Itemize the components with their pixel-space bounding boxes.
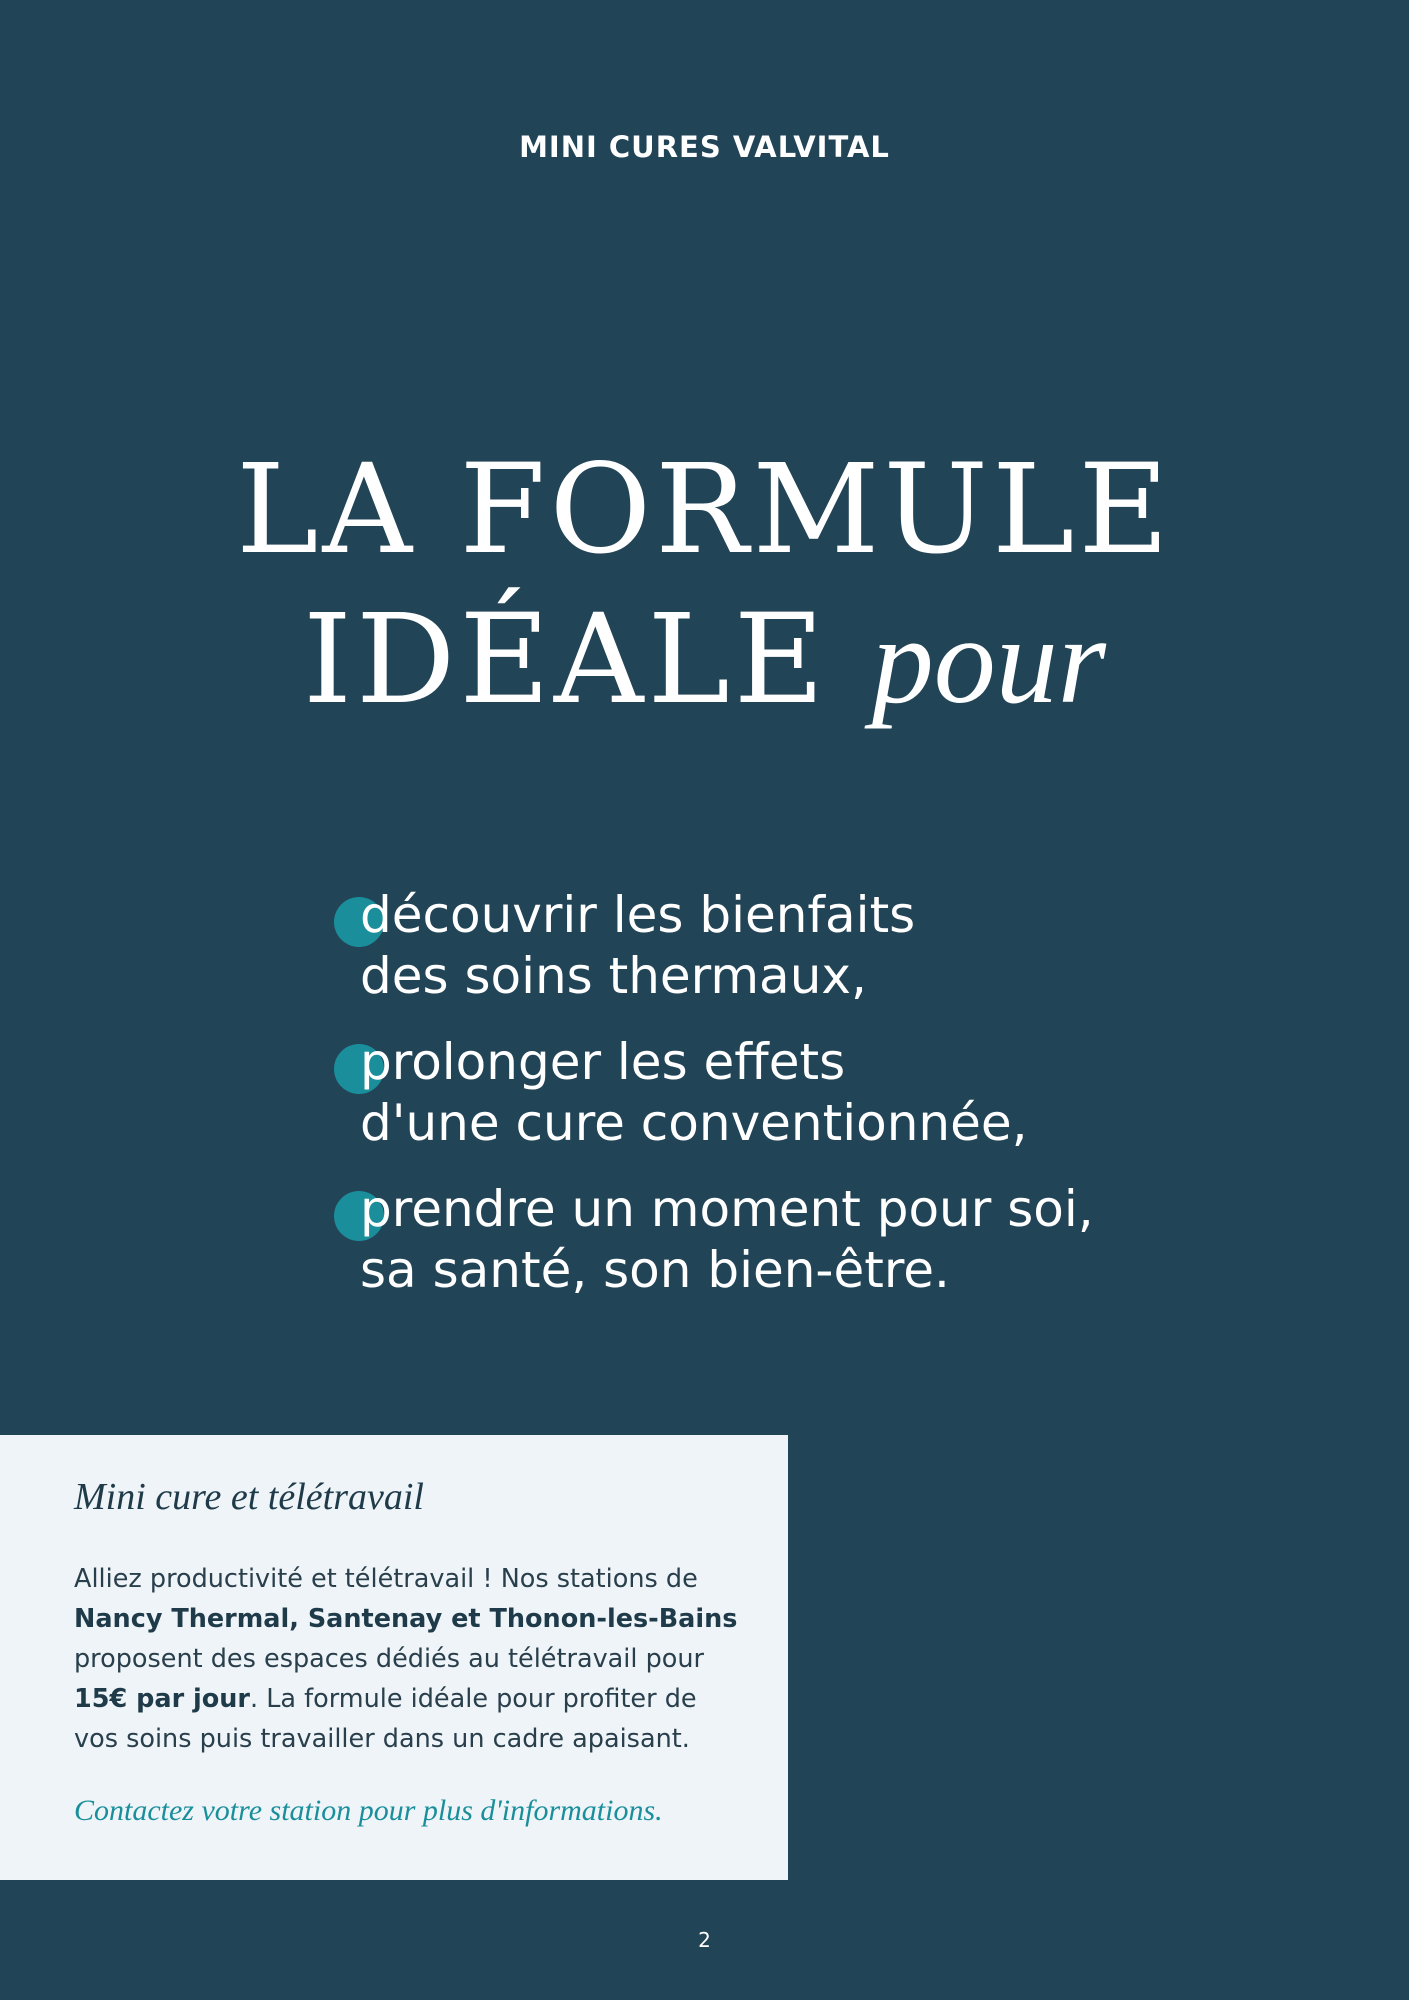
benefits-list (334, 885, 1334, 1326)
page-title-line-1 (0, 440, 1409, 580)
list-item (334, 1179, 1334, 1301)
info-body-part-2: proposent des espaces dédiés au télétravail pour (74, 1644, 705, 1674)
info-box-cta: Contactez votre station pour plus d'informations. (74, 1794, 663, 1827)
list-item-text: prendre un moment pour soi, sa santé, son bien-être. (360, 1180, 1094, 1299)
info-body-part-3: . La formule idéale pour profiter de vos soins puis travailler dans un cadre apaisant. (74, 1684, 697, 1754)
list-item-text: prolonger les effets d'une cure conventionnée, (360, 1033, 1028, 1152)
info-box-title: Mini cure et télétravail (74, 1476, 424, 1518)
list-item (334, 1032, 1334, 1154)
title-line-1-text: LA FORMULE (236, 438, 1173, 582)
list-item (334, 885, 1334, 1007)
info-body-bold-price: 15€ par jour (74, 1684, 251, 1714)
title-line-2-main: IDÉALE (302, 588, 829, 732)
info-box (0, 1435, 788, 1880)
list-item-text: découvrir les bienfaits des soins thermaux, (360, 886, 916, 1005)
title-line-2-italic: pour (871, 592, 1106, 729)
page-title-line-2 (0, 590, 1409, 731)
page-number: 2 (698, 1928, 711, 1952)
info-body-bold-stations: Nancy Thermal, Santenay et Thonon-les-Bains (74, 1604, 738, 1634)
info-box-body (74, 1559, 748, 1759)
header-label: MINI CURES VALVITAL (519, 130, 890, 164)
info-body-part-1: Alliez productivité et télétravail ! Nos stations de (74, 1564, 698, 1594)
